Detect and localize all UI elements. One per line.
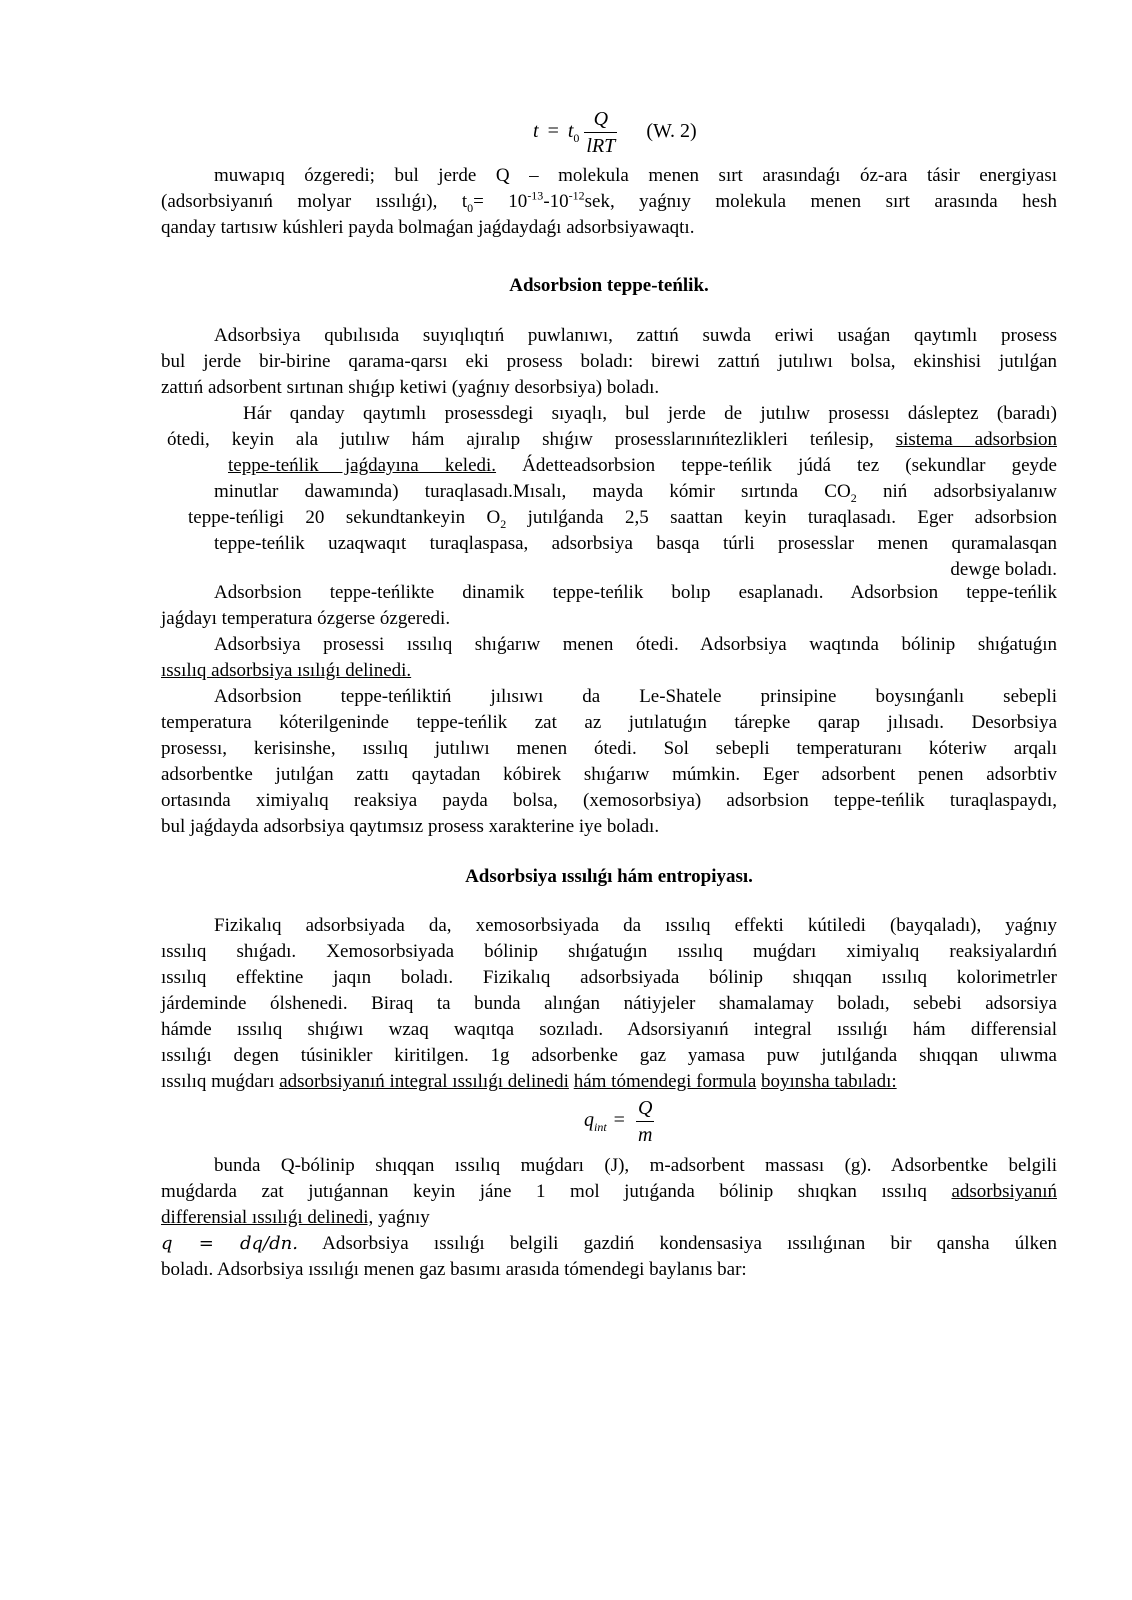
text-line: hámde ıssılıq shıǵıwı wzaq waqıtqa sozıladı. Adsorsiyanıń integral ıssılıǵı hám differensial — [161, 1019, 1057, 1040]
text-line: Fizikalıq adsorbsiyada da, xemosorbsiyada da ıssılıq effekti kútiledi (bayqaladı), yaǵnıy — [214, 915, 1057, 936]
formula-q-int — [584, 1095, 654, 1151]
formula-equals: = — [613, 1109, 625, 1132]
text-line: prosessı, kerisinshe, ıssılıq jutılıwı menen ótedi. Sol sebepli temperaturanı kóteriw arqalı — [161, 738, 1057, 759]
text-line: boladı. Adsorbsiya ıssılıǵı menen gaz basımı arasıda tómendegi baylanıs bar: — [161, 1259, 747, 1280]
formula-denominator: m — [636, 1121, 654, 1148]
paragraph-3 — [161, 401, 1057, 583]
formula-label: (W. 2) — [646, 120, 697, 143]
text-line: ıssılıq muǵdarı adsorbsiyanıń integral ıssılıǵı delinedi hám tómendegi formula boyınsha tabıladı: — [161, 1071, 897, 1092]
paragraph-5 — [161, 632, 1057, 684]
text-line: ıssılıq effektine jaqın boladı. Fizikalıq adsorbsiyada bólinip shıqqan ıssılıq kolorimetrler — [161, 967, 1057, 988]
text-line: Adsorbsiya qubılısıda suyıqlıqtıń puwlanıwı, zattıń suwda eriwi usaǵan qaytımlı prosess — [214, 325, 1057, 346]
inline-math: q = dq/dn. — [161, 1233, 298, 1254]
formula-lhs: t — [533, 120, 539, 143]
text-line: ortasında ximiyalıq reaksiya payda bolsa, (xemosorbsiya) adsorbsion teppe-teńlik turaqlaspaydı, — [161, 790, 1057, 811]
text-line: teppe-teńligi 20 sekundtankeyin $O_2$ jutılǵanda 2,5 saattan keyin turaqlasadı. Eger adsorbsion — [188, 507, 1057, 531]
text-line: bunda Q-bólinip shıqqan ıssılıq muǵdarı (J), m-adsorbent massası (g). Adsorbentke belgili — [214, 1155, 1057, 1176]
text-line: jaǵdayı temperatura ózgerse ózgeredi. — [161, 608, 451, 629]
text-line: Adsorbsion teppe-teńliktiń jılısıwı da Le-Shatele prinsipine boysınǵanlı sebepli — [214, 686, 1057, 707]
formula-w2 — [533, 106, 697, 162]
text-line: temperatura kóterilgeninde teppe-teńlik zat az jutılatuǵın tárepke qarap jılısadı. Desorbsiya — [161, 712, 1057, 733]
text-line: adsorbentke jutılǵan zattı qaytadan kóbirek shıǵarıw múmkin. Eger adsorbent penen adsorbtiv — [161, 764, 1057, 785]
text-line: járdeminde ólshenedi. Biraq ta bunda alınǵan nátiyjeler shamalamay boladı, sebebi adsorsiya — [161, 993, 1057, 1014]
paragraph-7 — [161, 913, 1057, 1095]
text-line: Hár qanday qaytımlı prosessdegi sıyaqlı, bul jerde de jutılıw prosessı dásleptez (baradı) — [243, 403, 1057, 424]
formula-t0-sub: 0 — [573, 131, 580, 146]
text-line: minutlar dawamında) turaqlasadı.Mısalı, mayda kómir sırtında $CO_2$ niń adsorbsiyalanıw — [214, 481, 1057, 505]
text-line: muǵdarda zat jutıǵannan keyin jáne 1 mol jutıǵanda bólinip shıqkan ıssılıq adsorbsiyanıń — [161, 1181, 1057, 1202]
formula-fraction — [584, 106, 617, 159]
formula-fraction — [636, 1095, 654, 1148]
formula-t0: t — [567, 120, 574, 143]
text-line: zattıń adsorbent sırtınan shıǵıp ketiwi (yaǵnıy desorbsiya) boladı. — [161, 377, 660, 398]
paragraph-6 — [161, 684, 1057, 840]
text-line: (adsorbsiyanıń molyar ıssılıǵı), $t_0= 10^{-13}-10^{-12}sek$, yaǵnıy molekula menen sırt arasında hesh — [161, 188, 1057, 215]
text-line: ótedi, keyin ala jutılıw hám ajıralıp shıǵıw prosesslarınıńtezlikleri teńlesip, sistema adsorbsion — [167, 429, 1057, 450]
formula-equals: = — [547, 120, 559, 143]
text-line: differensial ıssılıǵı delinedi, yaǵnıy — [161, 1207, 430, 1228]
formula-lhs-sub: int — [594, 1120, 607, 1135]
text-line: muwapıq ózgeredi; bul jerde Q – molekula menen sırt arasındaǵı óz-ara tásir energiyası — [214, 165, 1057, 186]
section-heading-adsorbsiya-issiligi: Adsorbsiya ıssılıǵı hám entropiyası. — [465, 866, 753, 887]
text-line: teppe-teńlik uzaqwaqıt turaqlaspasa, adsorbsiya basqa túrli prosesslar menen quramalasqan — [214, 533, 1057, 554]
text-line: qanday tartısıw kúshleri payda bolmaǵan jaǵdaydaǵı adsorbsiyawaqtı. — [161, 217, 695, 238]
paragraph-1 — [161, 163, 1057, 241]
formula-denominator: lRT — [584, 132, 617, 159]
section-heading-adsorbsion-teppe-tenlik: Adsorbsion teppe-teńlik. — [509, 275, 709, 296]
text-line: Adsorbsion teppe-teńlikte dinamik teppe-teńlik bolıp esaplanadı. Adsorbsion teppe-teńlik — [214, 582, 1057, 603]
paragraph-4 — [161, 580, 1057, 632]
text-line: ıssılıǵı degen túsinikler kiritilgen. 1g adsorbenke gaz yamasa puw jutılǵanda shıqqan ulıwma — [161, 1045, 1057, 1066]
text-line: ıssılıq adsorbsiya ısılıǵı delinedi. — [161, 660, 412, 681]
text-line: dewge boladı. — [950, 559, 1057, 580]
text-line: ıssılıq shıǵadı. Xemosorbsiyada bólinip shıǵatuǵın ıssılıq muǵdarı ximiyalıq reaksiyalardıń — [161, 941, 1057, 962]
text-line: bul jaǵdayda adsorbsiya qaytımsız prosess xarakterine iye boladı. — [161, 816, 660, 837]
formula-numerator: Q — [637, 1097, 653, 1119]
text-line: teppe-teńlik jaǵdayına keledi. Ádetteadsorbsion teppe-teńlik júdá tez (sekundlar geyde — [228, 455, 1057, 476]
text-line: bul jerde bir-birine qarama-qarsı eki prosess boladı: birewi zattıń jutılıwı bolsa, ekinshisi jutılǵan — [161, 351, 1057, 372]
paragraph-8 — [161, 1153, 1057, 1283]
text-line: q = dq/dn. Adsorbsiya ıssılıǵı belgili gazdiń kondensasiya ıssılıǵınan bir qansha úlken — [161, 1233, 1058, 1254]
text-line: Adsorbsiya prosessi ıssılıq shıǵarıw menen ótedi. Adsorbsiya waqtında bólinip shıǵatuǵın — [214, 634, 1057, 655]
formula-numerator: Q — [593, 108, 609, 130]
paragraph-2 — [161, 323, 1057, 401]
formula-lhs: q — [584, 1109, 594, 1132]
